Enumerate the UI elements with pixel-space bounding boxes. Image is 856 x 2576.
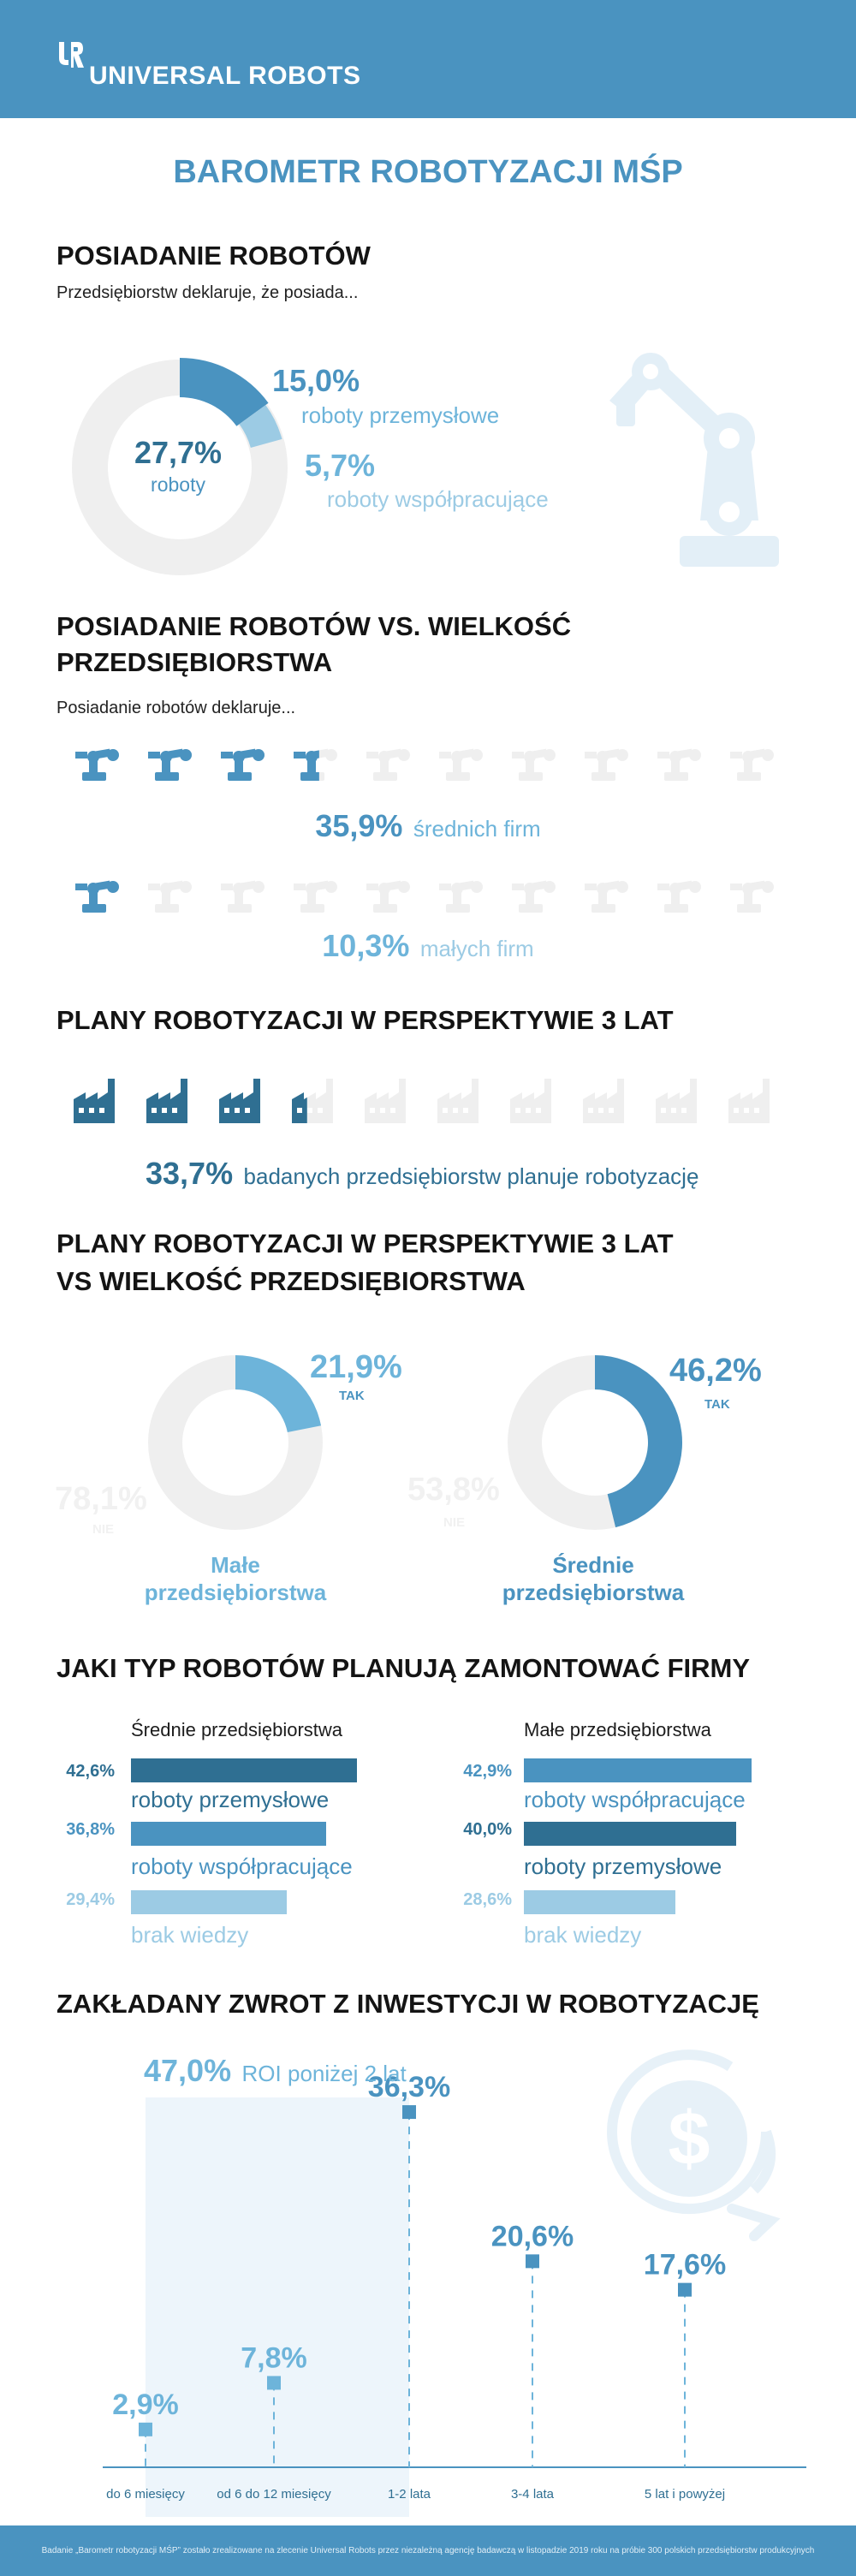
small-firms-yes-label: TAK xyxy=(339,1389,365,1403)
small-firms-yes-arc xyxy=(235,1355,321,1432)
small-firms-label: małych firm xyxy=(419,936,534,961)
small-firms-name-line2: przedsiębiorstwa xyxy=(144,1580,327,1605)
small-type-1-label: roboty współpracujące xyxy=(524,1787,746,1812)
medium-type-3-bar xyxy=(131,1890,287,1914)
small-type-1-value: 42,9% xyxy=(463,1762,512,1781)
medium-type-1-value: 42,6% xyxy=(66,1762,115,1781)
medium-firms-name xyxy=(478,1551,709,1606)
small-firms-no-label: NIE xyxy=(92,1522,115,1537)
small-type-2-value: 40,0% xyxy=(463,1820,512,1839)
plans-stat xyxy=(146,1156,830,1192)
section-heading-robot-types: JAKI TYP ROBOTÓW PLANUJĄ ZAMONTOWAĆ FIRMY xyxy=(56,1653,751,1683)
roi-category-label: do 6 miesięcy xyxy=(106,2487,185,2502)
factory-icon-empty xyxy=(437,1079,479,1123)
factory-icon-empty xyxy=(510,1079,551,1123)
factory-icon-empty xyxy=(365,1079,406,1123)
robot-icon-empty xyxy=(512,749,556,781)
medium-type-2-label: roboty współpracujące xyxy=(131,1853,353,1879)
small-type-2-bar xyxy=(524,1822,736,1846)
factory-icon-filled xyxy=(74,1079,115,1123)
medium-firms-no-label: NIE xyxy=(443,1515,466,1530)
medium-type-2-value: 36,8% xyxy=(66,1820,115,1839)
section-subtitle-size: Posiadanie robotów deklaruje... xyxy=(56,699,296,717)
small-type-1-bar xyxy=(524,1758,752,1782)
factory-icon-empty xyxy=(583,1079,624,1123)
medium-firms-name-line2: przedsiębiorstwa xyxy=(502,1580,685,1605)
medium-type-3-label: brak wiedzy xyxy=(131,1922,249,1948)
small-firms-no-value: 78,1% xyxy=(55,1481,147,1517)
robot-icon-filled xyxy=(75,881,119,913)
footer-note: Badanie „Barometr robotyzacji MŚP” zostało zrealizowane na zlecenie Universal Robots przez niezależną agencję badawczą w listopadzie 2019 roku na próbie 300 polskich przedsiębiorstw produkcyjnych xyxy=(41,2546,815,2555)
medium-firms-name-line1: Średnie xyxy=(552,1552,634,1578)
ur-logo-icon xyxy=(56,39,86,70)
roi-summary-label: ROI poniżej 2 lat xyxy=(241,2061,407,2086)
small-firms-plans-donut xyxy=(141,1348,330,1537)
robot-icon-empty xyxy=(439,749,483,781)
roi-point xyxy=(402,2105,416,2119)
cobots-value: 5,7% xyxy=(305,448,376,483)
section-heading-plans: PLANY ROBOTYZACJI W PERSPEKTYWIE 3 LAT xyxy=(56,1005,674,1035)
roi-summary xyxy=(144,2053,407,2089)
medium-firms-label: średnich firm xyxy=(413,816,541,842)
page-title: BAROMETR ROBOTYZACJI MŚP xyxy=(173,154,683,190)
robot-icon-filled xyxy=(148,749,192,781)
section-heading-size-line2: PRZEDSIĘBIORSTWA xyxy=(56,647,333,677)
medium-firms-no-value: 53,8% xyxy=(407,1472,500,1508)
section-heading-plans-size-line1: PLANY ROBOTYZACJI W PERSPEKTYWIE 3 LAT xyxy=(56,1229,674,1258)
robot-icon-filled xyxy=(221,749,265,781)
roi-category-label: 3-4 lata xyxy=(510,2487,555,2502)
small-firms-stat xyxy=(0,928,856,964)
robot-icon-empty xyxy=(585,749,628,781)
header-bar xyxy=(0,0,856,118)
small-firms-robot-icons xyxy=(68,873,788,925)
small-firms-value: 10,3% xyxy=(322,928,410,963)
medium-firms-value: 35,9% xyxy=(315,808,403,843)
total-ownership-value: 27,7% xyxy=(134,435,223,470)
roi-value-label: 20,6% xyxy=(490,2220,574,2253)
roi-point xyxy=(139,2423,152,2436)
robot-icon-empty xyxy=(294,881,337,913)
robot-icon-empty xyxy=(730,881,774,913)
robot-icon-empty xyxy=(512,881,556,913)
section-heading-size-line1: POSIADANIE ROBOTÓW VS. WIELKOŚĆ xyxy=(56,611,572,641)
section-heading-roi: ZAKŁADANY ZWROT Z INWESTYCJI W ROBOTYZACJĘ xyxy=(56,1989,759,2019)
small-type-2-label: roboty przemysłowe xyxy=(524,1853,722,1879)
factory-icon-empty xyxy=(728,1079,770,1123)
robot-icon-empty xyxy=(221,881,265,913)
roi-category-label: 1-2 lata xyxy=(387,2487,431,2502)
section-subtitle-ownership: Przedsiębiorstw deklaruje, że posiada... xyxy=(56,283,359,302)
roi-value-label: 7,8% xyxy=(241,2341,307,2375)
plans-value: 33,7% xyxy=(146,1156,234,1191)
industrial-robots-label: roboty przemysłowe xyxy=(301,402,500,428)
small-type-3-label: brak wiedzy xyxy=(524,1922,642,1948)
roi-value-label: 2,9% xyxy=(112,2388,179,2421)
small-firms-yes-value: 21,9% xyxy=(310,1349,402,1385)
roi-point xyxy=(267,2376,281,2389)
section-heading-ownership: POSIADANIE ROBOTÓW xyxy=(56,241,371,271)
section-heading-plans-size-line2: VS WIELKOŚĆ PRZEDSIĘBIORSTWA xyxy=(56,1266,526,1296)
robot-icon-empty xyxy=(657,881,701,913)
robot-arm-illustration-icon xyxy=(591,349,796,576)
roi-highlight-area xyxy=(146,2097,409,2517)
robot-icon-filled xyxy=(75,749,119,781)
factory-icons-row xyxy=(68,1072,788,1132)
total-ownership-label: roboty xyxy=(151,473,205,496)
roi-summary-value: 47,0% xyxy=(144,2053,232,2088)
factory-icon-empty xyxy=(656,1079,697,1123)
medium-firms-yes-label: TAK xyxy=(704,1397,730,1412)
roi-point xyxy=(678,2283,692,2297)
small-type-3-value: 28,6% xyxy=(463,1890,512,1909)
svg-text:$: $ xyxy=(668,2096,710,2180)
roi-value-label: 36,3% xyxy=(367,2071,451,2104)
medium-firms-stat xyxy=(0,808,856,844)
factory-icon-empty xyxy=(292,1079,333,1123)
medium-types-title: Średnie przedsiębiorstwa xyxy=(131,1719,343,1740)
robot-icon-empty xyxy=(366,881,410,913)
robot-icon-empty xyxy=(657,749,701,781)
robot-icon-empty xyxy=(439,881,483,913)
cobots-label: roboty współpracujące xyxy=(327,486,549,512)
small-firms-name-line1: Małe xyxy=(211,1552,260,1578)
medium-firms-robot-icons xyxy=(68,741,788,793)
robot-icon-empty xyxy=(366,749,410,781)
medium-firms-plans-donut xyxy=(501,1348,689,1537)
robot-icon-empty xyxy=(148,881,192,913)
medium-type-2-bar xyxy=(131,1822,326,1846)
roi-category-label: 5 lat i powyżej xyxy=(644,2487,726,2502)
robot-icon-empty xyxy=(585,881,628,913)
roi-chart xyxy=(0,2038,856,2517)
medium-type-3-value: 29,4% xyxy=(66,1890,115,1909)
plans-label: badanych przedsiębiorstw planuje robotyzację xyxy=(243,1163,699,1189)
robot-icon-empty xyxy=(294,749,337,781)
roi-value-label: 17,6% xyxy=(643,2248,727,2282)
medium-type-1-label: roboty przemysłowe xyxy=(131,1787,330,1812)
industrial-robots-value: 15,0% xyxy=(272,363,360,398)
robot-icon-empty xyxy=(730,749,774,781)
medium-type-1-bar xyxy=(131,1758,357,1782)
small-type-3-bar xyxy=(524,1890,675,1914)
roi-category-label: od 6 do 12 miesięcy xyxy=(217,2487,331,2502)
medium-firms-yes-value: 46,2% xyxy=(669,1353,762,1389)
roi-point xyxy=(526,2254,539,2268)
small-firms-name xyxy=(120,1551,351,1606)
factory-icon-filled xyxy=(146,1079,187,1123)
small-types-title: Małe przedsiębiorstwa xyxy=(524,1719,711,1740)
factory-icon-filled xyxy=(219,1079,260,1123)
brand-name: UNIVERSAL ROBOTS xyxy=(89,62,361,90)
